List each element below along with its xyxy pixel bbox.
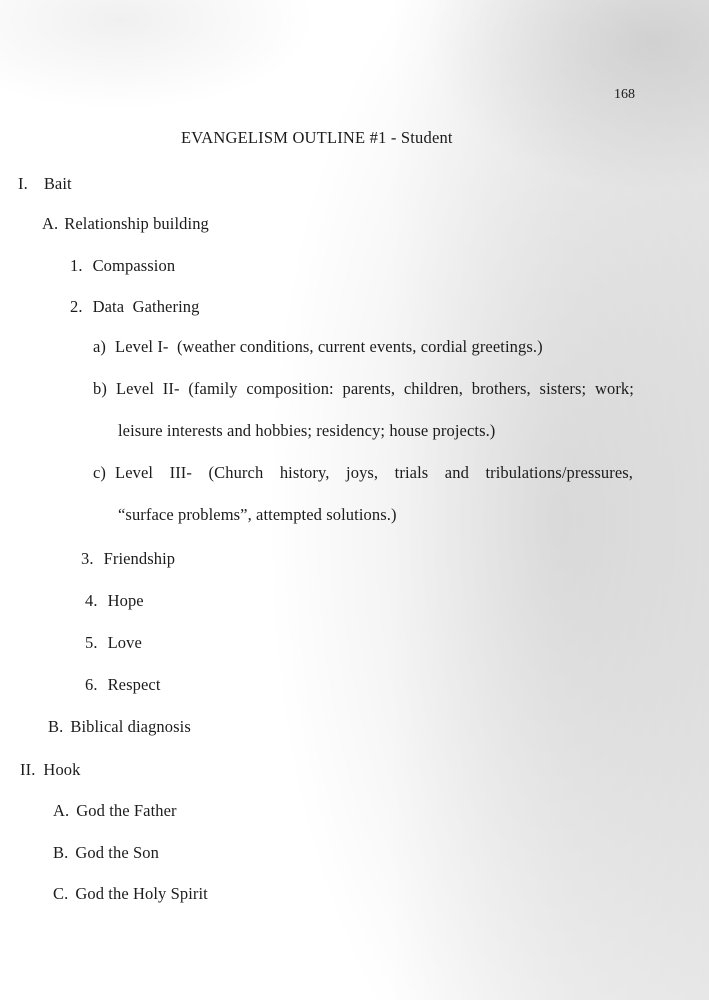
outline-text: God the Son [75,843,159,862]
outline-item-a-lower [93,337,543,357]
outline-item-a [42,214,209,234]
outline-item-roman-2 [20,760,81,780]
outline-label: b) [93,379,107,398]
outline-item-b-lower [93,379,634,399]
outline-item-c-lower [93,463,633,483]
outline-text: Hope [107,591,144,610]
outline-text: God the Father [76,801,177,820]
outline-label: 2. [70,297,83,316]
outline-label: C. [53,884,69,903]
outline-continuation: “surface problems”, attempted solutions.) [118,505,397,524]
outline-label: B. [48,717,64,736]
outline-item-6 [85,675,161,695]
outline-text: Respect [107,675,161,694]
page-title: EVANGELISM OUTLINE #1 - Student [181,128,453,147]
outline-item-b [53,843,159,863]
outline-continuation: leisure interests and hobbies; residency; house projects.) [118,421,496,440]
outline-label: 5. [85,633,98,652]
outline-label: 1. [70,256,83,275]
outline-text: Level I- (weather conditions, current events, cordial greetings.) [115,337,543,356]
outline-item-a [53,801,177,821]
outline-text: God the Holy Spirit [75,884,208,903]
outline-text: Bait [43,174,72,193]
outline-label: II. [20,760,36,779]
outline-label: 3. [81,549,94,568]
outline-item-b [48,717,191,737]
outline-text: Data Gathering [92,297,200,316]
outline-label: a) [93,337,107,356]
outline-item-c [53,884,208,904]
outline-text: Relationship building [64,214,209,233]
outline-text: Hook [43,760,81,779]
outline-item-3 [81,549,175,569]
outline-label: A. [53,801,70,820]
outline-text: Love [107,633,142,652]
outline-item-5 [85,633,142,653]
outline-label: 6. [85,675,98,694]
outline-item-4 [85,591,144,611]
outline-text: Compassion [92,256,176,275]
outline-label: A. [42,214,59,233]
outline-text: Friendship [103,549,176,568]
outline-item-2 [70,297,199,317]
outline-text: Level II- (family composition: parents, children, brothers, sisters; work; [115,379,634,398]
outline-text: Level III- (Church history, joys, trials and tribulations/pressures, [115,463,634,482]
outline-label: c) [93,463,107,482]
outline-text: Biblical diagnosis [70,717,191,736]
outline-label: B. [53,843,69,862]
outline-item-1 [70,256,175,276]
page-number: 168 [614,87,635,102]
outline-item-roman-1 [18,174,72,194]
outline-label: I. [18,174,28,193]
outline-label: 4. [85,591,98,610]
